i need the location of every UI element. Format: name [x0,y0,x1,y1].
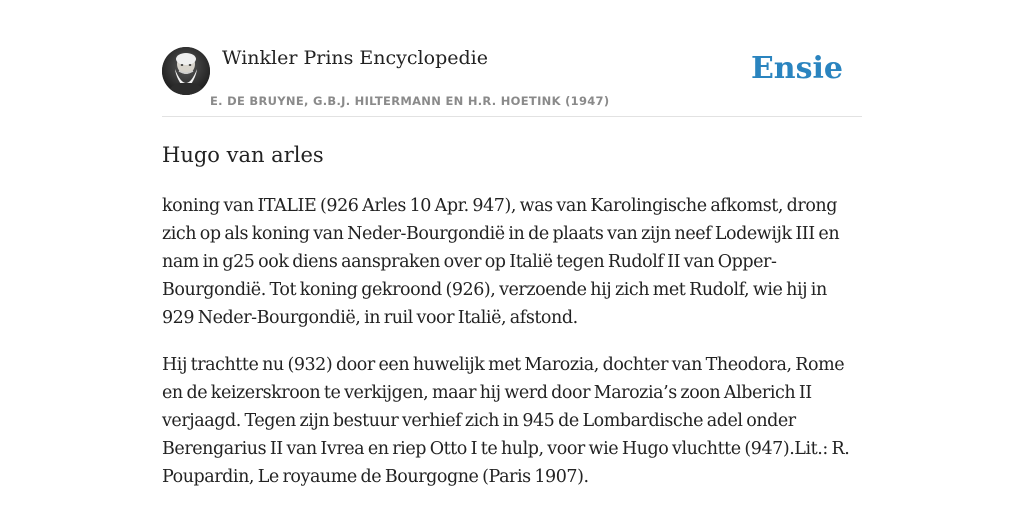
source-title[interactable]: Winkler Prins Encyclopedie [222,47,488,69]
source-authors: E. DE BRUYNE, G.B.J. HILTERMANN EN H.R. HOETINK (1947) [210,94,610,108]
article-paragraph: koning van ITALIE (926 Arles 10 Apr. 947), was van Karolingische afkomst, drong zich op als koning van Neder-Bourgondië in de plaats van zijn neef Lodewijk III en nam in g25 ook diens aanspraken over op Italië tegen Rudolf II van Opper-Bourgondië. Tot koning gekroond (926), verzoende hij zich met Rudolf, wie hij in 929 Neder-Bourgondië, in ruil voor Italië, afstond. [162,196,840,328]
author-avatar [162,47,210,95]
source-header [162,0,862,117]
ensie-logo-link[interactable]: Ensie [750,51,843,86]
article-title: Hugo van arles [162,143,324,167]
article-paragraph: Hij trachtte nu (932) door een huwelijk met Marozia, dochter van Theodora, Rome en de keizerskroon te verkijgen, maar hij werd door Marozia’s zoon Alberich II verjaagd. Tegen zijn bestuur verhief zich in 945 de Lombardische adel onder Berengarius II van Ivrea en riep Otto I te hulp, voor wie Hugo vluchtte (947).Lit.: R. Poupardin, Le royaume de Bourgogne (Paris 1907). [162,355,850,487]
page-container [162,0,862,487]
article-body [162,192,862,510]
portrait-icon [162,47,210,95]
